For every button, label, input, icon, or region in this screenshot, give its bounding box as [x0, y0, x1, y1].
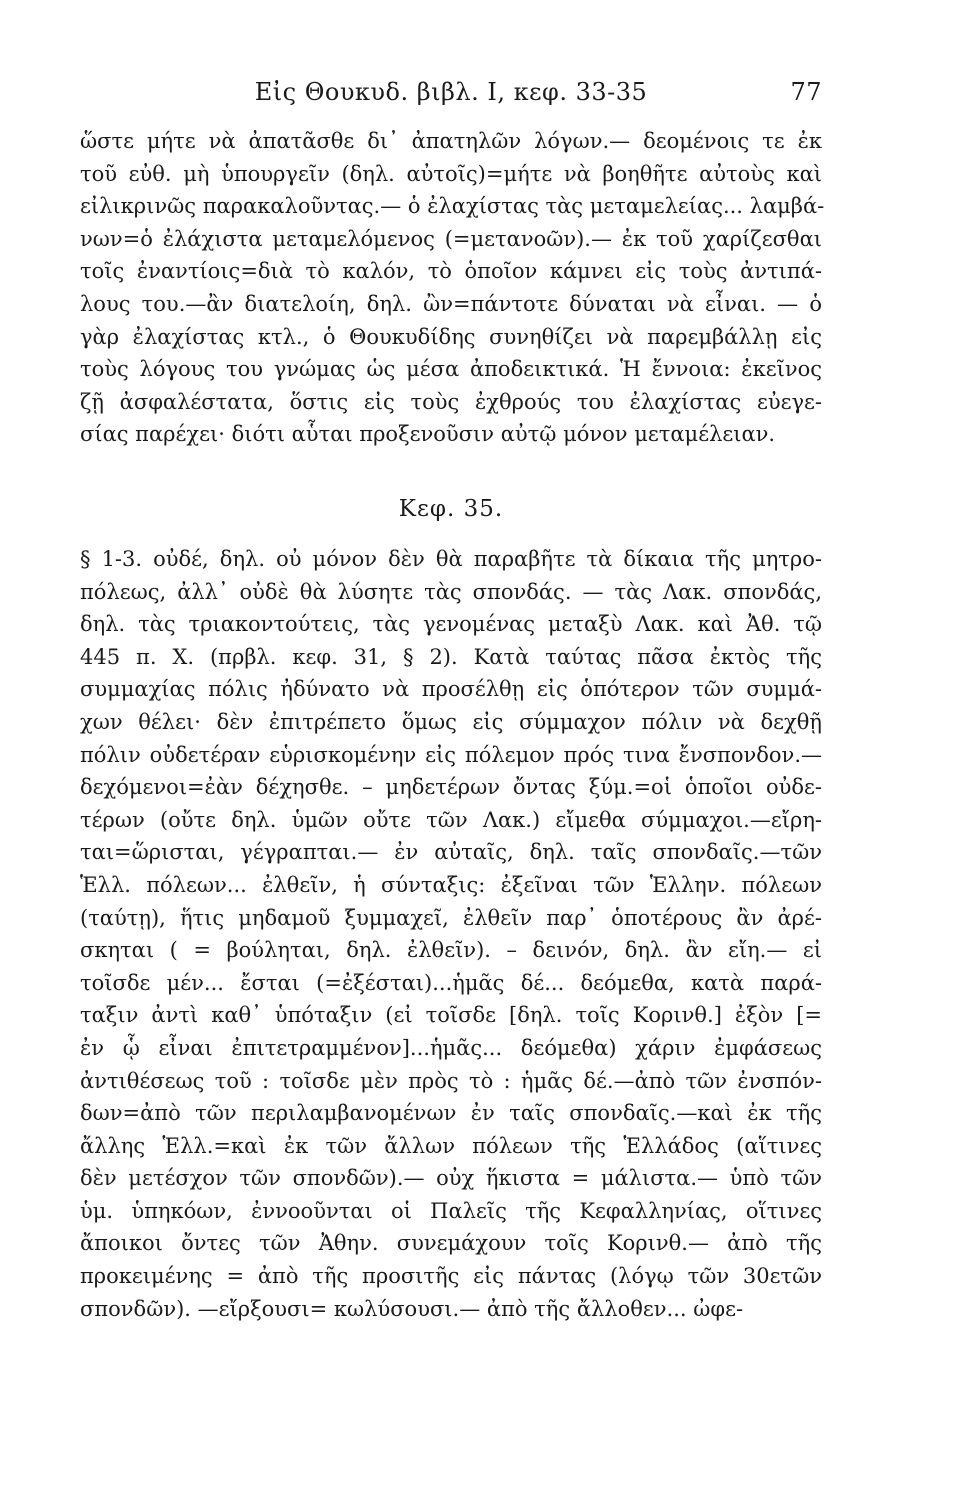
text-line: § 1-3. οὐδέ, δηλ. οὐ μόνον δὲν θὰ παραβῆτε τὰ δίκαια τῆς μητρο-: [80, 547, 822, 571]
text-line: γὰρ ἐλαχίστας κτλ., ὁ Θουκυδίδης συνηθίζει νὰ παρεμβάλλῃ εἰς: [80, 324, 822, 349]
text-line: εἰλικρινῶς παρακαλοῦντας.— ὁ ἐλαχίστας τὰς μεταμελείας... λαμβά-: [80, 194, 825, 219]
text-line: χων θέλει· δὲν ἐπιτρέπετο ὅμως εἰς σύμμαχον πόλιν νὰ δεχθῇ: [80, 709, 822, 734]
text-line: ὑμ. ὑπηκόων, ἐννοοῦνται οἱ Παλεῖς τῆς Κεφαλληνίας, οἵτινες: [80, 1198, 822, 1223]
text-line: πόλιν οὐδετέραν εὑρισκομένην εἰς πόλεμον πρός τινα ἔνσπονδον.—: [80, 742, 822, 767]
text-line: νων=ὁ ἐλάχιστα μεταμελόμενος (=μετανοῶν).— ἐκ τοῦ χαρίζεσθαι: [80, 226, 822, 251]
text-line: ταξιν ἀντὶ καθ᾽ ὑπόταξιν (εἰ τοῖσδε [δηλ. τοῖς Κορινθ.] ἐξὸν [=: [80, 1003, 822, 1028]
text-line: σκηται ( = βούληται, δηλ. ἐλθεῖν). – δεινόν, δηλ. ἂν εἴη.— εἰ: [80, 938, 822, 963]
text-line: τοῦ εὐθ. μὴ ὑπουργεῖν (δηλ. αὐτοῖς)=μήτε νὰ βοηθῆτε αὐτοὺς καὶ: [80, 161, 822, 186]
text-line: τοῖσδε μέν... ἔσται (=ἐξέσται)...ἡμᾶς δέ... δεόμεθα, κατὰ παρά-: [80, 970, 822, 995]
text-line: λους του.—ἂν διατελοίη, δηλ. ὢν=πάντοτε δύναται νὰ εἶναι. — ὁ: [80, 291, 822, 316]
text-line: ἐν ᾧ εἶναι ἐπιτετραμμένον]...ἡμᾶς... δεόμεθα) χάριν ἐμφάσεως: [80, 1035, 822, 1060]
text-line: σίας παρέχει· διότι αὗται προξενοῦσιν αὐτῷ μόνον μεταμέλειαν.: [80, 422, 776, 447]
text-line: ζῇ ἀσφαλέστατα, ὅστις εἰς τοὺς ἐχθρούς του ἐλαχίστας εὐεγε-: [80, 389, 822, 414]
commentary-paragraph-2: [80, 543, 822, 1325]
text-line: πόλεως, ἀλλ᾽ οὐδὲ θὰ λύσητε τὰς σπονδάς. — τὰς Λακ. σπονδάς,: [80, 579, 822, 604]
text-line: σπονδῶν). —εἴρξουσι= κωλύσουσι.— ἀπὸ τῆς ἄλλοθεν... ὠφε-: [80, 1296, 744, 1321]
text-line: τέρων (οὔτε δηλ. ὑμῶν οὔτε τῶν Λακ.) εἴμεθα σύμμαχοι.—εἴρη-: [80, 807, 822, 832]
page-number: 77: [790, 78, 822, 106]
text-line: ὥστε μήτε νὰ ἀπατᾶσθε δι᾽ ἀπατηλῶν λόγων.— δεομένοις τε ἐκ: [80, 129, 822, 153]
text-line: ται=ὥρισται, γέγραπται.— ἐν αὐταῖς, δηλ. ταῖς σπονδαῖς.—τῶν: [80, 840, 822, 865]
chapter-heading: Κεφ. 35.: [398, 496, 504, 522]
text-line: Ἑλλ. πόλεων... ἐλθεῖν, ἡ σύνταξις: ἐξεῖναι τῶν Ἑλλην. πόλεων: [80, 872, 822, 897]
text-line: ἄλλης Ἑλλ.=καὶ ἐκ τῶν ἄλλων πόλεων τῆς Ἑλλάδος (αἵτινες: [80, 1133, 822, 1158]
text-line: τοῖς ἐναντίοις=διὰ τὸ καλόν, τὸ ὁποῖον κάμνει εἰς τοὺς ἀντιπά-: [80, 259, 822, 284]
running-head-title: Εἰς Θουκυδ. βιβλ. Ι, κεφ. 33-35: [254, 78, 648, 106]
text-line: δων=ἀπὸ τῶν περιλαμβανομένων ἐν ταῖς σπονδαῖς.—καὶ ἐκ τῆς: [80, 1101, 822, 1126]
text-line: συμμαχίας πόλις ἠδύνατο νὰ προσέλθῃ εἰς ὁπότερον τῶν συμμά-: [80, 677, 822, 702]
text-line: ἀντιθέσεως τοῦ : τοῖσδε μὲν πρὸς τὸ : ἡμᾶς δέ.—ἀπὸ τῶν ἐνσπόν-: [80, 1068, 822, 1093]
text-line: προκειμένης = ἀπὸ τῆς προσιτῆς εἰς πάντας (λόγῳ τῶν 30ετῶν: [80, 1264, 822, 1289]
text-line: δὲν μετέσχον τῶν σπονδῶν).— οὐχ ἥκιστα = μάλιστα.— ὑπὸ τῶν: [80, 1166, 822, 1191]
text-line: δηλ. τὰς τριακοντούτεις, τὰς γενομένας μεταξὺ Λακ. καὶ Ἀθ. τῷ: [80, 612, 822, 637]
running-header: [80, 78, 822, 114]
text-line: 445 π. Χ. (πρβλ. κεφ. 31, § 2). Κατὰ ταύτας πᾶσα ἐκτὸς τῆς: [80, 644, 822, 669]
text-line: (ταύτῃ), ἥτις μηδαμοῦ ξυμμαχεῖ, ἐλθεῖν παρ᾽ ὁποτέρους ἂν ἀρέ-: [80, 905, 822, 930]
commentary-paragraph-1: [80, 125, 825, 451]
text-line: τοὺς λόγους του γνώμας ὡς μέσα ἀποδεικτικά. Ἡ ἔννοια: ἐκεῖνος: [80, 357, 822, 382]
text-line: ἄποικοι ὄντες τῶν Ἀθην. συνεμάχουν τοῖς Κορινθ.— ἀπὸ τῆς: [80, 1231, 822, 1256]
text-line: δεχόμενοι=ἐὰν δέχησθε. – μηδετέρων ὄντας ξύμ.=οἱ ὁποῖοι οὐδε-: [80, 775, 822, 800]
